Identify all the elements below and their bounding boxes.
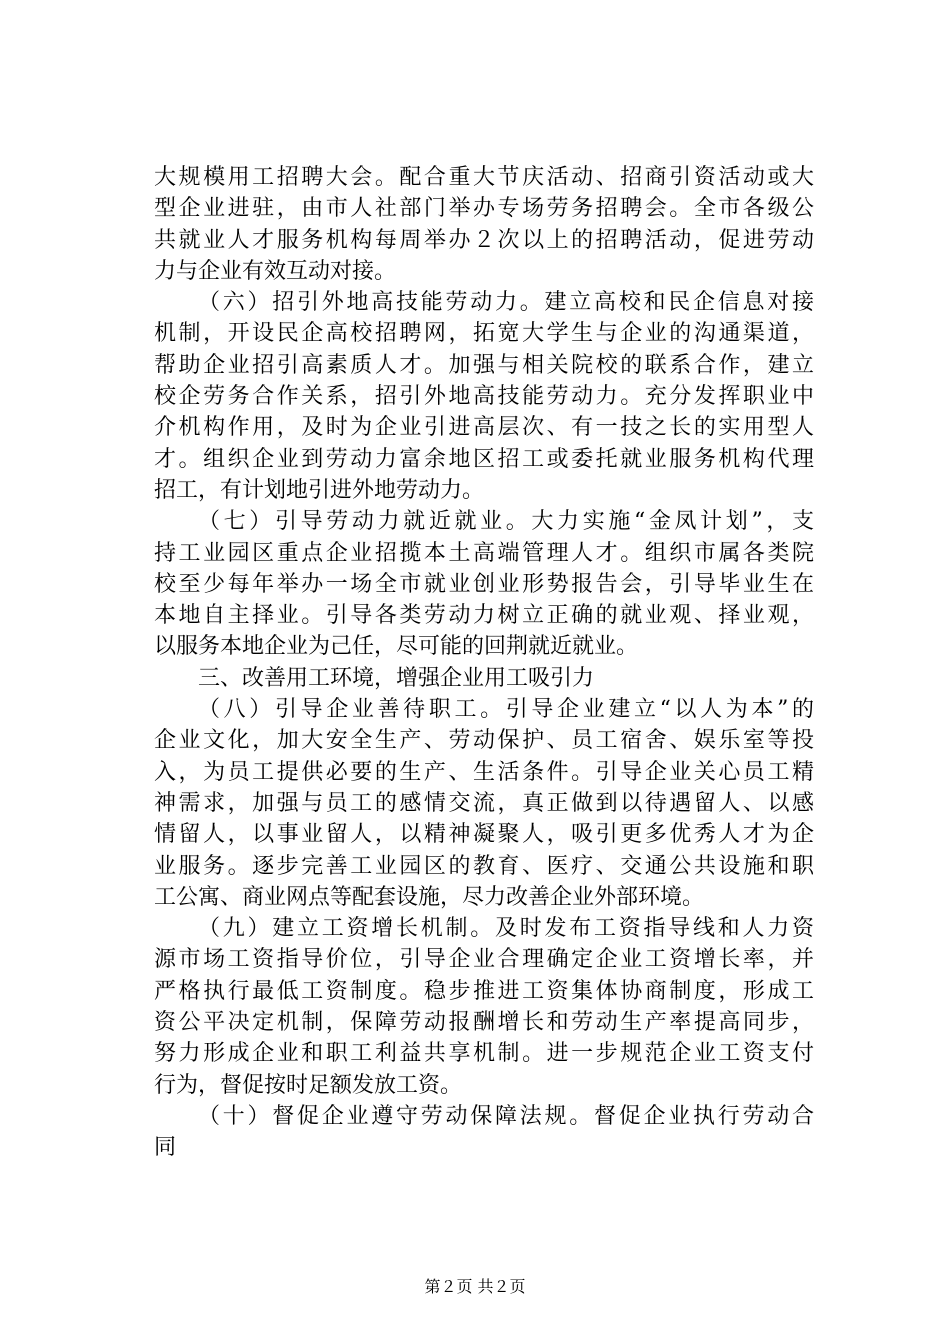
text-line: （七）引导劳动力就近就业。大力实施“金凤计划”，支 xyxy=(198,509,814,535)
text-line: 源市场工资指导价位，引导企业合理确定企业工资增长率，并 xyxy=(154,947,814,973)
text-line: 招工，有计划地引进外地劳动力。 xyxy=(154,477,485,503)
page-footer: 第２页 共２页 xyxy=(424,1277,526,1296)
text-line: 以服务本地企业为己任，尽可能的回荆就近就业。 xyxy=(154,634,639,660)
text-line: 努力形成企业和职工利益共享机制。进一步规范企业工资支付 xyxy=(154,1041,814,1067)
text-line: 校企劳务合作关系，招引外地高技能劳动力。充分发挥职业中 xyxy=(154,384,814,410)
text-line: 大规模用工招聘大会。配合重大节庆活动、招商引资活动或大 xyxy=(154,165,814,190)
text-line: 才。组织企业到劳动力富余地区招工或委托就业服务机构代理 xyxy=(154,446,814,472)
text-line: （六）招引外地高技能劳动力。建立高校和民企信息对接 xyxy=(198,290,814,316)
text-line: 型企业进驻，由市人社部门举办专场劳务招聘会。全市各级公 xyxy=(154,196,814,222)
text-line: 资公平决定机制，保障劳动报酬增长和劳动生产率提高同步， xyxy=(154,1010,814,1036)
text-line: （九）建立工资增长机制。及时发布工资指导线和人力资 xyxy=(198,916,814,942)
text-line: 企业文化，加大安全生产、劳动保护、员工宿舍、娱乐室等投 xyxy=(154,728,814,754)
text-line: （十）督促企业遵守劳动保障法规。督促企业执行劳动合 xyxy=(198,1103,814,1129)
text-line: 介机构作用，及时为企业引进高层次、有一技之长的实用型人 xyxy=(154,415,814,441)
text-line: 严格执行最低工资制度。稳步推进工资集体协商制度，形成工 xyxy=(154,978,814,1004)
text-line: 本地自主择业。引导各类劳动力树立正确的就业观、择业观， xyxy=(154,603,814,629)
text-line: 入，为员工提供必要的生产、生活条件。引导企业关心员工精 xyxy=(154,759,814,785)
document-body xyxy=(154,162,814,1164)
text-line: 帮助企业招引高素质人才。加强与相关院校的联系合作，建立 xyxy=(154,352,814,378)
text-line: 机制，开设民企高校招聘网，拓宽大学生与企业的沟通渠道， xyxy=(154,321,814,347)
text-line: 情留人，以事业留人，以精神凝聚人，吸引更多优秀人才为企 xyxy=(154,822,814,848)
text-line: 三、改善用工环境，增强企业用工吸引力 xyxy=(198,665,595,691)
text-line: 神需求，加强与员工的感情交流，真正做到以待遇留人、以感 xyxy=(154,790,814,816)
text-line: 工公寓、商业网点等配套设施，尽力改善企业外部环境。 xyxy=(154,884,705,910)
text-line: 校至少每年举办一场全市就业创业形势报告会，引导毕业生在 xyxy=(154,571,814,597)
text-line: （八）引导企业善待职工。引导企业建立“以人为本”的 xyxy=(198,697,814,723)
text-line: 共就业人才服务机构每周举办２次以上的招聘活动，促进劳动 xyxy=(154,227,814,253)
text-line: 持工业园区重点企业招揽本土高端管理人才。组织市属各类院 xyxy=(154,540,814,566)
text-line: 业服务。逐步完善工业园区的教育、医疗、交通公共设施和职 xyxy=(154,853,814,879)
text-line: 同 xyxy=(154,1135,177,1161)
text-line: 行为，督促按时足额发放工资。 xyxy=(154,1072,463,1098)
text-line: 力与企业有效互动对接。 xyxy=(154,258,397,284)
